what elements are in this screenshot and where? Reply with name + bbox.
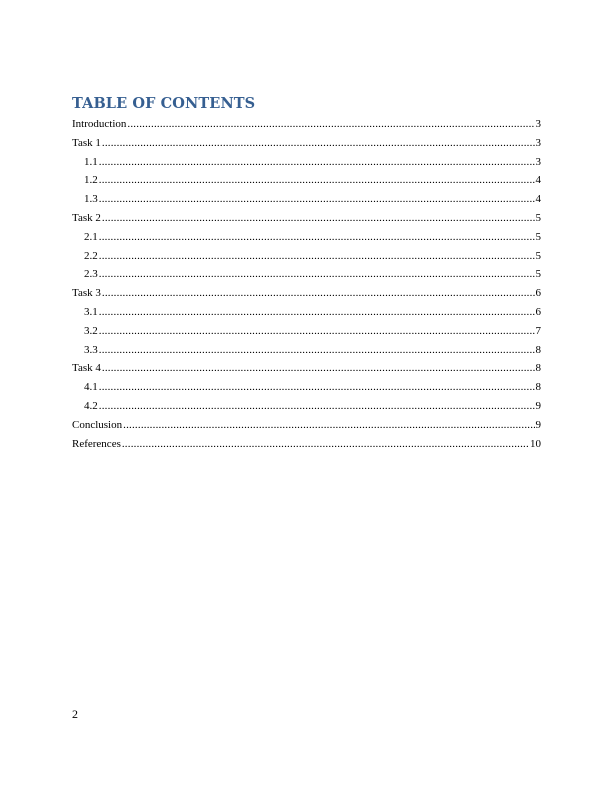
toc-entry-introduction[interactable]	[72, 117, 541, 136]
toc-entry-page: 6	[535, 287, 541, 300]
toc-entry-page: 5	[535, 249, 541, 262]
toc-dot-leader	[99, 230, 535, 244]
toc-entry-label: Task 4	[72, 362, 101, 375]
toc-entry-1-2[interactable]	[72, 173, 541, 192]
toc-entry-label: Task 3	[72, 287, 101, 300]
toc-dot-leader	[99, 249, 535, 263]
toc-dot-leader	[99, 305, 535, 319]
toc-entry-1-1[interactable]	[72, 155, 541, 174]
toc-entry-page: 8	[535, 362, 541, 375]
toc-entry-4-1[interactable]	[72, 380, 541, 399]
toc-entry-label: 3.3	[84, 343, 98, 356]
toc-entry-task-4[interactable]	[72, 361, 541, 380]
toc-entry-label: Task 1	[72, 136, 101, 149]
toc-entry-label: 2.3	[84, 268, 98, 281]
toc-dot-leader	[99, 380, 535, 394]
toc-entry-label: 3.1	[84, 305, 98, 318]
toc-entry-page: 6	[535, 305, 541, 318]
toc-entry-task-3[interactable]	[72, 286, 541, 305]
toc-dot-leader	[99, 324, 535, 338]
toc-dot-leader	[123, 418, 534, 432]
toc-entry-page: 7	[535, 324, 541, 337]
toc-entry-page: 5	[535, 211, 541, 224]
toc-dot-leader	[99, 343, 535, 357]
toc-entry-page: 8	[535, 343, 541, 356]
toc-entry-1-3[interactable]	[72, 192, 541, 211]
toc-entry-label: 1.1	[84, 155, 98, 168]
toc-entry-label: References	[72, 437, 121, 450]
toc-entry-label: 4.2	[84, 399, 98, 412]
toc-entry-page: 5	[535, 268, 541, 281]
toc-entry-page: 3	[535, 136, 541, 149]
toc-dot-leader	[99, 267, 535, 281]
page-number: 2	[72, 707, 78, 721]
toc-entry-3-3[interactable]	[72, 343, 541, 362]
toc-entry-label: 2.2	[84, 249, 98, 262]
toc-entry-references[interactable]	[72, 437, 541, 456]
toc-dot-leader	[122, 437, 529, 451]
toc-entry-page: 3	[535, 155, 541, 168]
toc-entry-2-2[interactable]	[72, 249, 541, 268]
toc-dot-leader	[99, 399, 535, 413]
toc-dot-leader	[102, 286, 535, 300]
toc-dot-leader	[127, 117, 534, 131]
toc-entry-page: 4	[535, 193, 541, 206]
toc-list	[72, 117, 541, 455]
toc-dot-leader	[102, 211, 535, 225]
toc-entry-label: Conclusion	[72, 418, 123, 431]
toc-entry-label: 4.1	[84, 381, 98, 394]
toc-entry-label: Task 2	[72, 211, 101, 224]
toc-entry-label: 2.1	[84, 230, 98, 243]
toc-entry-page: 10	[530, 437, 541, 450]
toc-dot-leader	[99, 192, 535, 206]
toc-entry-conclusion[interactable]	[72, 418, 541, 437]
toc-entry-2-3[interactable]	[72, 267, 541, 286]
toc-entry-page: 5	[535, 230, 541, 243]
toc-entry-label: 1.2	[84, 174, 98, 187]
toc-entry-page: 4	[535, 174, 541, 187]
toc-dot-leader	[99, 173, 535, 187]
toc-entry-page: 9	[535, 399, 541, 412]
toc-entry-task-1[interactable]	[72, 136, 541, 155]
toc-entry-2-1[interactable]	[72, 230, 541, 249]
toc-title: TABLE OF CONTENTS	[72, 95, 256, 112]
toc-dot-leader	[99, 155, 535, 169]
toc-entry-page: 3	[535, 118, 541, 130]
toc-entry-3-1[interactable]	[72, 305, 541, 324]
toc-entry-3-2[interactable]	[72, 324, 541, 343]
toc-entry-label: 3.2	[84, 324, 98, 337]
toc-entry-task-2[interactable]	[72, 211, 541, 230]
toc-entry-page: 8	[535, 381, 541, 394]
toc-dot-leader	[102, 136, 535, 150]
toc-entry-label: 1.3	[84, 193, 98, 206]
toc-entry-page: 9	[535, 418, 541, 431]
toc-entry-4-2[interactable]	[72, 399, 541, 418]
toc-entry-label: Introduction	[72, 118, 127, 130]
toc-dot-leader	[102, 361, 535, 375]
